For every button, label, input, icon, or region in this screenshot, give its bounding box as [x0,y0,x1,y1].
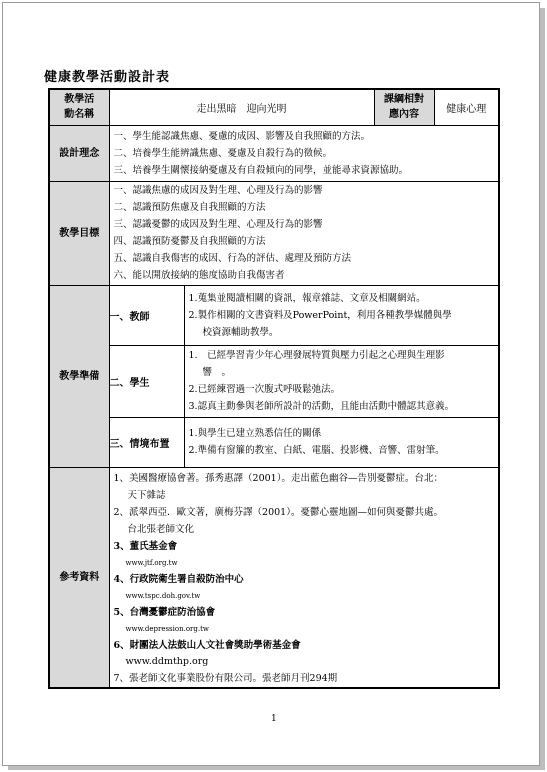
prep-teacher-line: 1.蒐集並閱讀相關的資訊，報章雜誌、文章及相關網站。 [188,292,426,304]
design-concept-content [109,125,499,181]
reference-item: 6、財團法人法鼓山人文社會獎助學術基金會 [113,639,301,651]
activity-name-label: 教學活動名稱 [49,89,109,125]
header-row [49,89,499,125]
references-row [49,467,499,688]
prep-setting-label: 三、情境布置 [109,417,184,467]
reference-item: 5、台灣憂鬱症防治協會 [113,606,216,618]
design-concept-row [49,125,499,181]
prep-teacher-line: 校資源輔助教學。 [202,326,279,338]
activity-name-value: 走出黑暗 迎向光明 [109,89,374,125]
reference-item: 2、派翠西亞．歐文著，廣梅芬譯（2001）。憂鬱心靈地圖—如何與憂鬱共處。 [113,506,443,518]
references-label: 參考資料 [49,467,109,688]
prep-setting-line: 1.與學生已建立熟悉信任的關係 [188,428,322,439]
concept-line: 一、學生能認識焦慮、憂慮的成因、影響及自我照顧的方法。 [113,130,371,142]
reference-item: 台北張老師文化 [127,523,195,535]
teaching-goals-row [49,181,499,285]
prep-student-line: 2.已經練習過一次腹式呼吸鬆弛法。 [188,384,341,395]
course-content-label: 課綱相對應內容 [374,89,434,125]
concept-line: 二、培養學生能辨識焦慮、憂慮及自殺行為的徵候。 [113,147,333,159]
prep-student-line: 1. 已經學習青少年心理發展特質與壓力引起之心理與生理影 [188,350,445,361]
goal-line: 一、認識焦慮的成因及對生理、心理及行為的影響 [113,185,323,196]
prep-setting-line: 2.準備有窗簾的教室、白紙、電腦、投影機、音響、雷射筆。 [188,445,445,456]
prep-teacher-label: 一、教師 [109,285,184,345]
reference-link[interactable]: www.tspc.doh.gov.tw [125,591,201,600]
reference-link[interactable]: www.depression.org.tw [125,624,209,633]
design-concept-label: 設計理念 [49,125,109,181]
prep-student-line: 3.認真主動參與老師所設計的活動，且能由活動中體認其意義。 [188,401,455,412]
prep-teacher-line: 2.製作相關的文書資料及PowerPoint，利用各種教學媒體與學 [188,309,452,321]
prep-student-line: 響 。 [202,367,232,378]
reference-item: 天下雜誌 [127,489,166,501]
teaching-goals-label: 教學目標 [49,181,109,285]
goal-line: 五、認識自我傷害的成因、行為的評估、處理及預防方法 [113,253,352,264]
goal-line: 四、認識預防憂鬱及自我照顧的方法 [113,236,266,247]
goal-line: 六、能以開放接納的態度協助自我傷害者 [113,270,285,281]
lesson-plan-table [48,88,500,689]
reference-item: 1、美國醫療協會著。孫秀惠譯（2001）。走出藍色幽谷—告別憂鬱症。台北： [113,472,443,484]
page-number: 1 [271,714,277,724]
goal-line: 二、認識預防焦慮及自我照顧的方法 [113,202,266,213]
teaching-prep-label: 教學準備 [49,285,109,467]
goal-line: 三、認識憂鬱的成因及對生理、心理及行為的影響 [113,219,323,230]
prep-student-content [184,345,499,417]
concept-line: 三、培養學生關懷接納憂慮及有自殺傾向的同學，並能尋求資源協助。 [113,164,409,176]
prep-teacher-row [49,285,499,345]
reference-link[interactable]: www.ddmthp.org [125,655,209,667]
prep-teacher-content [184,285,499,345]
prep-student-row [49,345,499,417]
prep-student-label: 二、學生 [109,345,184,417]
reference-item: 7、張老師文化事業股份有限公司。張老師月刊294期 [113,672,338,684]
document-title: 健康教學活動設計表 [44,70,171,85]
reference-link[interactable]: www.jtf.org.tw [125,558,178,567]
course-content-value: 健康心理 [434,89,499,125]
prep-setting-content [184,417,499,467]
prep-setting-row [49,417,499,467]
reference-item: 3、董氏基金會 [113,540,178,552]
references-content [109,467,499,688]
reference-item: 4、行政院衛生署自殺防治中心 [113,573,244,585]
teaching-goals-content [109,181,499,285]
